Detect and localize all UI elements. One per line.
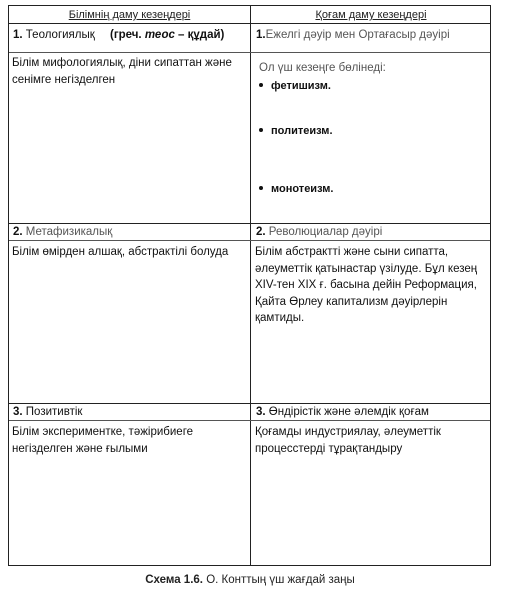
stage-name: Теологиялық (22, 29, 95, 41)
bullet-icon (259, 83, 263, 87)
row-divider (9, 403, 490, 404)
stage-name: Позитивтік (22, 406, 83, 418)
caption-text: О. Конттың үш жағдай заңы (203, 574, 355, 586)
stage-number: 2. (13, 226, 23, 238)
positive-description: Білім экспериментке, тәжірибиеге негізделген және ғылыми (12, 426, 194, 455)
header-knowledge-stages: Білімнің даму кезеңдері (68, 9, 191, 21)
stages-intro: Ол үш кезеңге бөлінеді: (259, 62, 386, 74)
stage-number: 1. (256, 29, 266, 41)
law-of-three-stages-table (8, 5, 491, 566)
stage-name: Метафизикалық (22, 226, 113, 238)
etymology-note: (греч. теос – құдай) (110, 29, 225, 41)
list-item-monotheism: монотеизм. (259, 182, 333, 196)
stage-name: Өндірістік және әлемдік қоғам (265, 406, 429, 418)
stage-name: Революциалар дәуірі (265, 226, 383, 238)
header-divider (9, 23, 490, 24)
row-divider (9, 420, 490, 421)
stage-number: 1. (13, 29, 23, 41)
stage-title-positive (13, 405, 82, 419)
list-item-fetishism: фетишизм. (259, 79, 331, 93)
society-stage-title-ancient (256, 28, 450, 42)
stage-title-metaphysical (13, 225, 112, 239)
stage-number: 3. (256, 406, 266, 418)
society-stage-title-industrial (256, 405, 429, 419)
caption-label: Схема 1.6. (145, 574, 203, 586)
figure-caption (0, 574, 500, 586)
stage-title-theological (13, 28, 224, 42)
stage-number: 2. (256, 226, 266, 238)
bullet-icon (259, 186, 263, 190)
row-divider (9, 223, 490, 224)
bullet-icon (259, 128, 263, 132)
header-society-stages: Қоғам даму кезеңдері (315, 9, 427, 21)
ancient-era-description (259, 61, 487, 211)
metaphysical-description: Білім өмірден алшақ, абстрактілі болуда (12, 246, 229, 258)
stage-name: Ежелгі дәуір мен Ортағасыр дәуірі (265, 29, 450, 41)
theological-description: Білім мифологиялық, діни сипаттан және сенімге негізделген (12, 57, 232, 86)
industrial-era-description: Қоғамды индустриялау, әлеуметтік процесстерді тұрақтандыру (255, 426, 441, 455)
row-divider (9, 240, 490, 241)
list-item-polytheism: политеизм. (259, 124, 333, 138)
column-divider (250, 6, 251, 565)
row-divider (9, 52, 490, 53)
revolutions-era-description: Білім абстрактті және сыни сипатта, әлеуметтік қатынастар үзілуде. Бұл кезең XIV-тен XIX ғ. басына дейін Реформация, Қайта Өрлеу капитализм дәуірлерін қамтиды. (255, 246, 478, 324)
society-stage-title-revolutions (256, 225, 382, 239)
stage-number: 3. (13, 406, 23, 418)
